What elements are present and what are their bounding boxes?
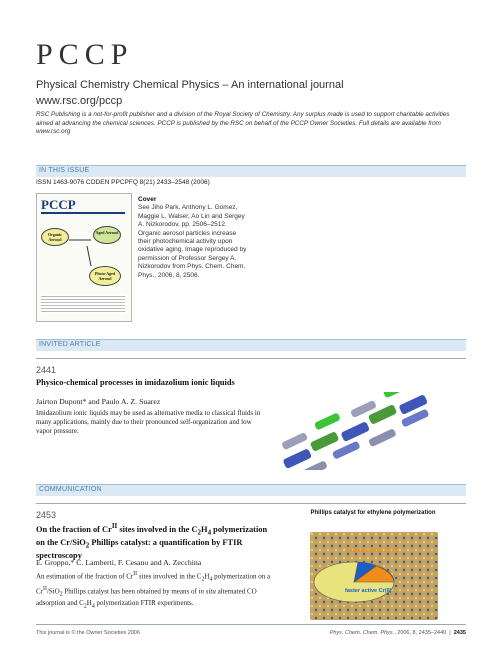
- cover-blob-aged: Aged Aerosol: [93, 226, 121, 244]
- divider: [36, 503, 466, 504]
- figure-title: Phillips catalyst for ethylene polymerization: [310, 510, 436, 516]
- footer-citation: Phys. Chem. Chem. Phys., 2006, 8, 2435–2440 | 2435: [329, 630, 466, 636]
- cover-blob-organic: Organic Aerosol: [41, 228, 69, 246]
- cover-caption: [138, 196, 250, 280]
- phillips-catalyst-graphic: [306, 528, 440, 622]
- communication-title[interactable]: On the fraction of $Cr^{II}$ sites involved in the $C_2H_4$ polymerization on the Cr/SiO$_2$ Phillips catalyst: a quantification by FTIR spectroscopy: [36, 522, 268, 561]
- cover-text-lines: [41, 294, 125, 314]
- footer-page-number: 2435: [453, 630, 466, 636]
- footer-copyright: This journal is © the Owner Societies 2006: [36, 630, 141, 636]
- ionic-liquid-structure-graphic: [268, 392, 464, 470]
- section-label: INVITED ARTICLE: [39, 341, 101, 348]
- cover-logo: PCCP: [41, 197, 76, 212]
- invited-abstract: Imidazolium ionic liquids may be used as alternative media to classical fluids in many applications, mainly due to their pronounced self-organization and low vapor pressure.: [36, 409, 261, 435]
- issue-info: ISSN 1463-9076 CODEN PPCPFQ 8(21) 2433–2548 (2006): [36, 179, 210, 186]
- invited-page-number: 2441: [36, 365, 57, 375]
- section-band-communication: [36, 484, 466, 496]
- cover-blob-photo-aged: Photo-Aged Aerosol: [89, 266, 121, 286]
- cover-image: [36, 193, 132, 322]
- cover-arrows: [67, 238, 95, 268]
- invited-authors: Jairton Dupont* and Paulo A. Z. Suarez: [36, 397, 161, 406]
- journal-logo: PCCP: [36, 38, 134, 71]
- section-band-in-this-issue: [36, 165, 466, 177]
- divider: [36, 358, 466, 359]
- journal-title: Physical Chemistry Chemical Physics – An international journal: [36, 79, 344, 91]
- communication-abstract: An estimation of the fraction of $Cr^{II}$ sites involved in the $C_2H_4$ polymerization on a $Cr^{II}/SiO_2$ Phillips catalyst has been obtained by means of in situ alternated CO adsorption and $C_2H_4$ polymerization FTIR experiments.: [36, 571, 271, 610]
- section-label: COMMUNICATION: [39, 486, 102, 493]
- invited-title[interactable]: Physico-chemical processes in imidazolium ionic liquids: [36, 378, 235, 387]
- section-label: IN THIS ISSUE: [39, 167, 90, 174]
- footer-citation-text: , 2006, 8, 2435–2440: [394, 630, 447, 636]
- faster-active-label: faster active Cr(II): [345, 588, 392, 594]
- slower-active-label: slower active Cr(II): [348, 548, 397, 554]
- footer: [36, 630, 466, 636]
- journal-url[interactable]: www.rsc.org/pccp: [36, 95, 123, 107]
- section-band-invited-article: [36, 339, 466, 351]
- communication-page-number: 2453: [36, 510, 57, 520]
- cover-rule: [41, 212, 125, 214]
- communication-authors: E. Groppo,* C. Lamberti, F. Cesano and A. Zecchina: [36, 558, 202, 567]
- cover-caption-title: Cover: [138, 196, 157, 203]
- publisher-note: RSC Publishing is a not-for-profit publisher and a division of the Royal Society of Chemistry. Any surplus made is used to support charitable activities aimed at advancing the chemical sciences. PCCP is published by the RSC on behalf of the PCCP Owner Societies. Full details are available from www.rsc.org: [36, 111, 450, 135]
- cover-caption-text: See Jiho Park, Anthony L. Gomez, Maggie L. Walser, Ao Lin and Sergey A. Nizkorodov, pp. 2506–2512. Organic aerosol particles increase their photochemical activity upon oxidative aging. Image reproduced by permission of Professor Sergey A. Nizkorodov from Phys. Chem. Chem. Phys., 2006, 8, 2506.: [138, 204, 247, 279]
- footer-divider: [36, 624, 466, 625]
- footer-journal: Phys. Chem. Chem. Phys.: [329, 630, 395, 636]
